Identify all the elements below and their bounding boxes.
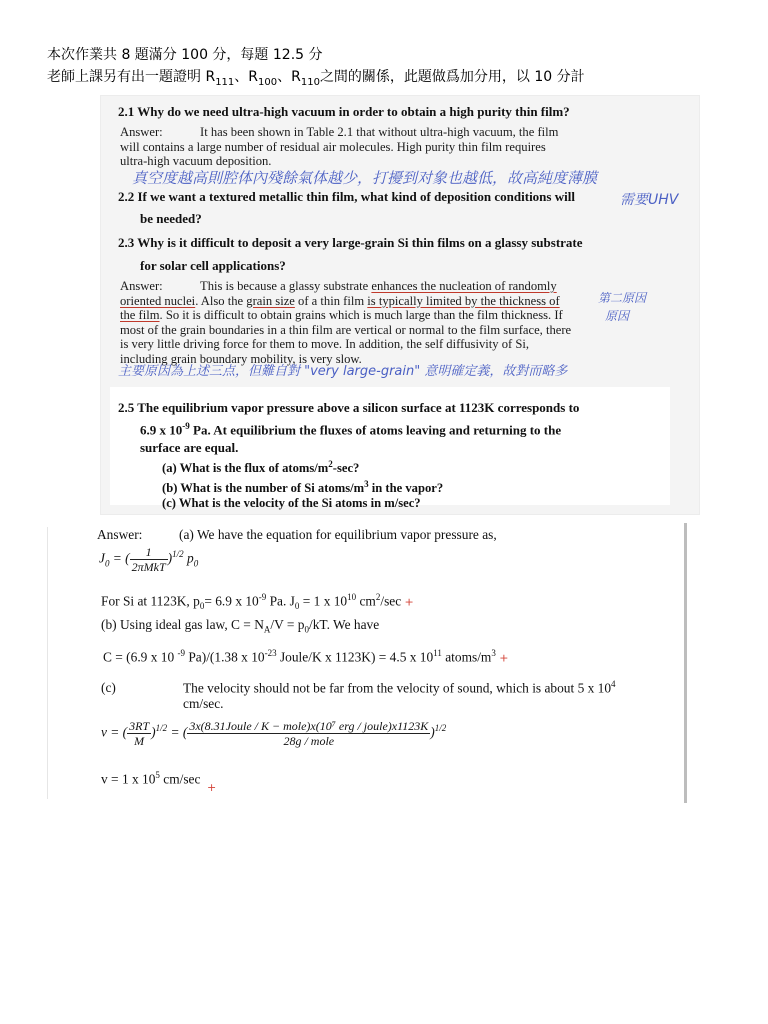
margin-note-reason: 原因 — [605, 309, 630, 323]
scanned-page-solution — [47, 523, 687, 803]
question-2-2: 2.2 If we want a textured metallic thin film, what kind of deposition conditions will be needed? — [118, 189, 575, 226]
ideal-gas-line: (b) Using ideal gas law, $C = N_A/V = p_0/kT$. We have — [101, 617, 380, 635]
header-line-score: 本次作業共 8 題滿分 100 分，每題 12.5 分 — [47, 47, 323, 63]
si-flux-line: For Si at 1123K, $p_0= 6.9$ x $10^{-9}$ Pa. $J_0 = 1$ x $10^{10}$ $cm^2/\sec$ + — [101, 592, 414, 612]
margin-note-reason-2: 第二原因 — [598, 291, 647, 305]
part-a: (a) What is the flux of atoms/$m^2-\sec$? — [162, 459, 360, 476]
velocity-text: (c) The velocity should not be far from the velocity of sound, which is about 5 x $10^4$ cm/sec. — [101, 679, 616, 712]
handwritten-note-2-3: 主要原因為上述三点，但難自對 "very large-grain" 意明確定義，故對而略多 — [118, 364, 568, 379]
header-line-bonus: 老師上課另有出一題證明 $R_{111}$、$R_{100}$、$R_{110}$之間的關係，此題做爲加分用，以 10 分計 — [47, 69, 585, 88]
concentration-calc: C = (6.9 x 10 $^{-9}$ Pa)/(1.38 x $10^{-23}$ Joule/K x 1123K) = 4.5 x $10^{11}$ atoms/$m^3$ + — [103, 648, 509, 665]
part-b: (b) What is the number of Si atoms/$m^3$ in the vapor? — [162, 478, 444, 495]
scan-edge-left — [47, 527, 48, 799]
grade-mark: + — [404, 595, 414, 609]
assignment-header — [47, 44, 747, 94]
question-2-1: 2.1 Why do we need ultra-high vacuum in order to obtain a high purity thin film? — [118, 104, 570, 119]
handwritten-note-2-2: 需要UHV — [620, 192, 679, 208]
scanned-page-questions — [100, 95, 700, 515]
velocity-result: v = 1 x $10^5$ cm/sec — [101, 770, 201, 787]
answer-2-1: Answer: It has been shown in Table 2.1 that without ultra-high vacuum, the film will contains a large number of residual air molecules. High purity thin film requires ultra-high vacuum deposition. — [120, 125, 559, 169]
answer-2-3: Answer: This is because a glassy substrate enhances the nucleation of randomly oriented nuclei. Also the grain size of a thin film is typically limited by the thickness of the film. So it is difficult to obtain grains which is much large than the film thickness. If most of the grain boundaries in a thin film are vertical or normal to the film surface, there is very little driving force for them to move. In addition, the self diffusivity of Si, including grain boundary mobility, is very slow. — [120, 279, 572, 366]
scan-edge-right — [684, 523, 687, 803]
grade-mark: + — [207, 781, 217, 794]
grade-mark: + — [499, 651, 509, 665]
part-c: (c) What is the velocity of the Si atoms in m/sec? — [162, 496, 421, 511]
solution-intro: Answer: (a) We have the equation for equilibrium vapor pressure as, — [97, 527, 497, 542]
question-2-5: 2.5 The equilibrium vapor pressure above a silicon surface at 1123K corresponds to 6.9 x $10^{-9}$ Pa. At equilibrium the fluxes of atoms leaving and returning to the surface are equal. — [118, 400, 580, 456]
handwritten-note-2-1: 真空度越高則腔体內殘餘氣体越少，打擾到对象也越低，故高純度薄膜 — [132, 169, 598, 187]
question-2-3: 2.3 Why is it difficult to deposit a very large-grain Si thin films on a glassy substrate for solar cell applications? — [118, 235, 583, 273]
equation-flux: $J_0$ = ( $\frac{1}{\text{2πMkT}}$ )$^{1/2}$ $p_0$ — [99, 545, 199, 574]
question-2-5-parts — [162, 457, 602, 512]
equation-velocity: v = ( $\frac{3RT}{M}$ )$^{1/2}$ = ( $\frac{\text{3x(8.31Joule / K − mole)x(10⁷ erg / joule)x1123K}}{\text{28g / mole}}$ )$^{1/2}$ — [101, 719, 447, 748]
